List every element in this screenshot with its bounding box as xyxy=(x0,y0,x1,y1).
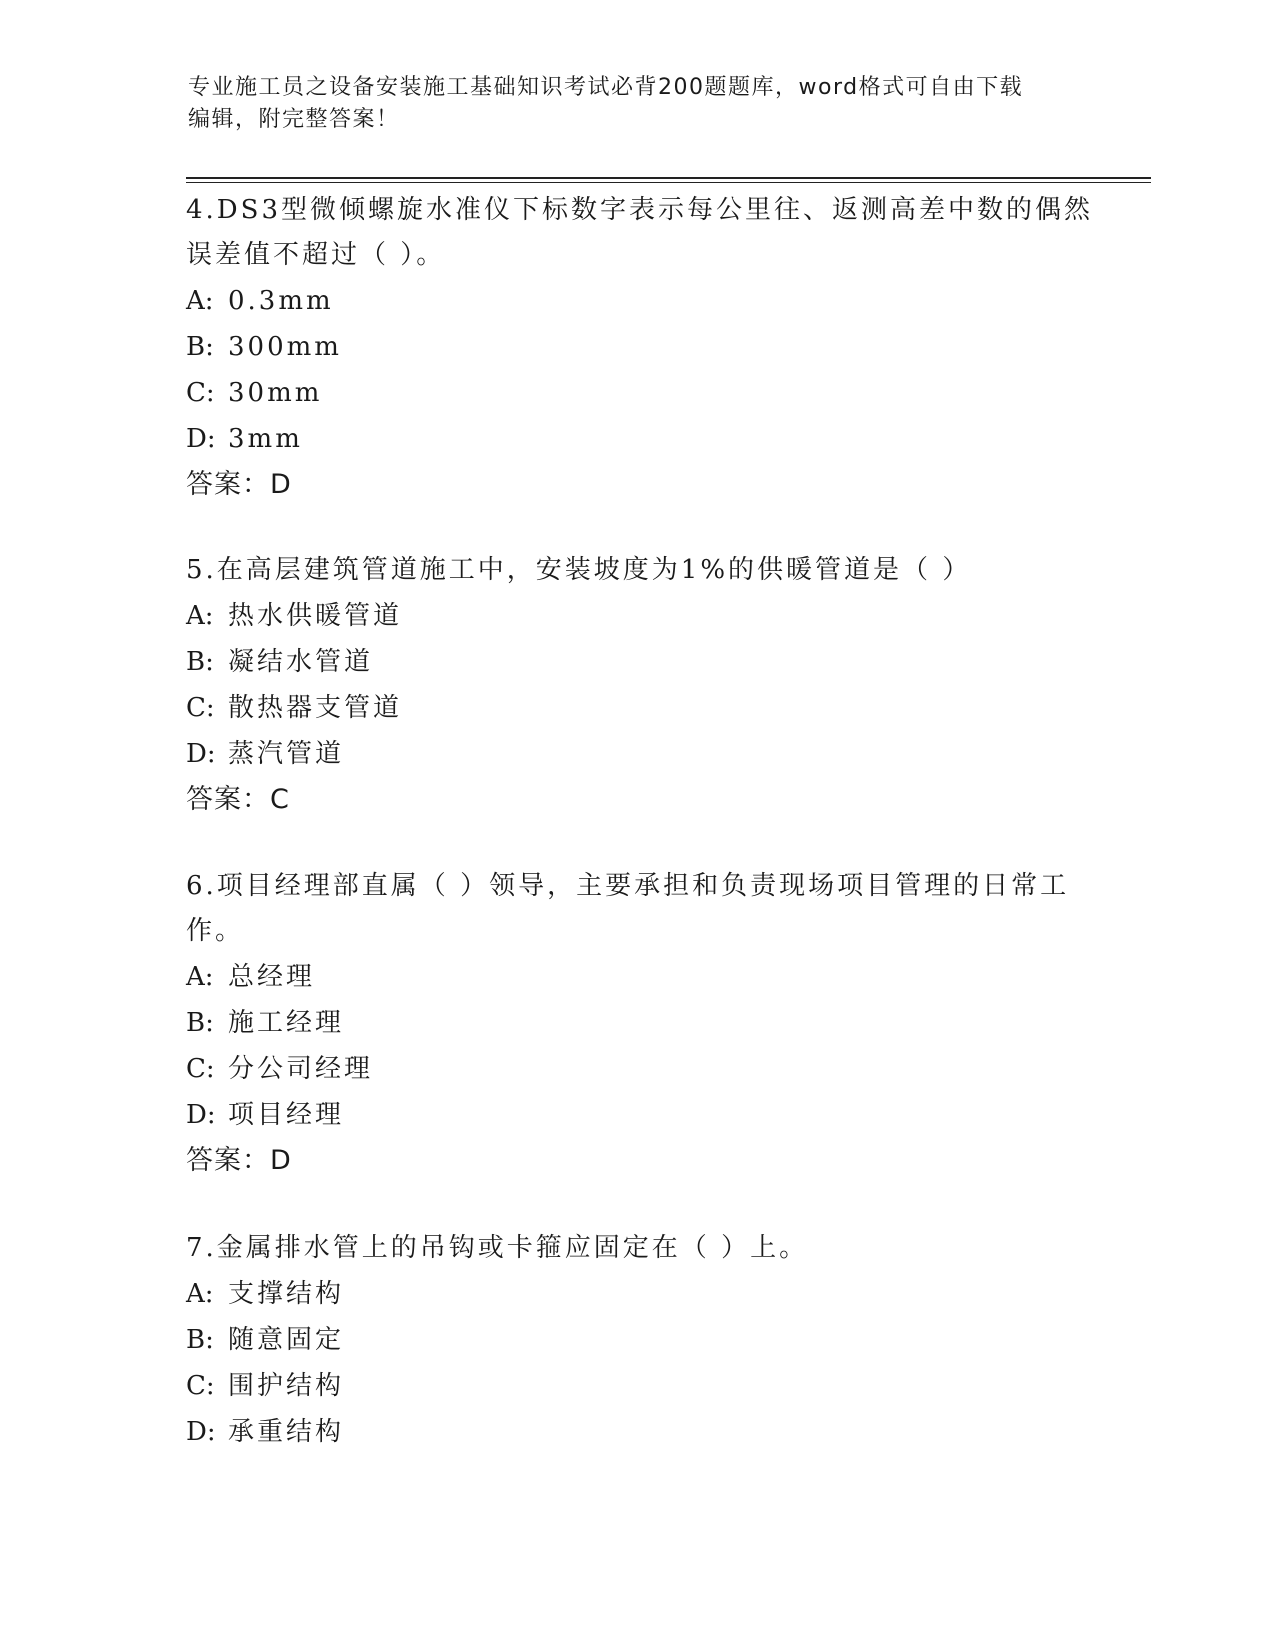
option-key: A: xyxy=(186,1279,214,1309)
option-text: 分公司经理 xyxy=(228,1054,374,1084)
question-text-continued: 误差值不超过（ ）。 xyxy=(186,240,446,270)
option-key: B: xyxy=(186,332,214,362)
option-d xyxy=(186,1092,1116,1138)
document-header xyxy=(188,72,1088,136)
option-key: D: xyxy=(186,1417,216,1447)
option-key: D: xyxy=(186,1100,216,1130)
question-text-continued: 作。 xyxy=(186,916,245,946)
question-block-6 xyxy=(186,864,1116,1184)
option-key: A: xyxy=(186,286,214,316)
option-text: 承重结构 xyxy=(228,1417,345,1447)
option-key: C: xyxy=(186,1371,215,1401)
header-line-2: 编辑，附完整答案！ xyxy=(188,107,400,132)
question-text: 6.项目经理部直属（ ）领导，主要承担和负责现场项目管理的日常工 xyxy=(186,871,1070,901)
option-key: B: xyxy=(186,1008,214,1038)
option-text: 围护结构 xyxy=(228,1371,345,1401)
option-text: 3mm xyxy=(228,424,303,454)
option-b xyxy=(186,1317,1116,1363)
option-b xyxy=(186,639,1116,685)
question-text: 7.金属排水管上的吊钩或卡箍应固定在（ ）上。 xyxy=(186,1233,809,1263)
option-a xyxy=(186,1271,1116,1317)
header-divider-thin xyxy=(186,182,1151,183)
option-c xyxy=(186,370,1116,416)
option-a xyxy=(186,954,1116,1000)
option-key: B: xyxy=(186,647,214,677)
option-a xyxy=(186,278,1116,324)
option-c xyxy=(186,1363,1116,1409)
option-a xyxy=(186,593,1116,639)
option-key: A: xyxy=(186,601,214,631)
option-d xyxy=(186,731,1116,777)
question-block-7 xyxy=(186,1226,1116,1455)
option-text: 随意固定 xyxy=(228,1325,345,1355)
answer-label: 答案：C xyxy=(186,784,290,815)
question-text: 4.DS3型微倾螺旋水准仪下标数字表示每公里往、返测高差中数的偶然 xyxy=(186,195,1094,225)
option-key: C: xyxy=(186,378,215,408)
question-block-5 xyxy=(186,548,1116,823)
option-text: 项目经理 xyxy=(228,1100,345,1130)
option-key: D: xyxy=(186,739,216,769)
header-line-1: 专业施工员之设备安装施工基础知识考试必背200题题库，word格式可自由下载 xyxy=(188,75,1024,100)
option-text: 施工经理 xyxy=(228,1008,345,1038)
option-c xyxy=(186,685,1116,731)
option-key: A: xyxy=(186,962,214,992)
option-text: 0.3mm xyxy=(228,286,334,316)
option-text: 蒸汽管道 xyxy=(228,739,345,769)
option-text: 热水供暖管道 xyxy=(228,601,403,631)
option-b xyxy=(186,324,1116,370)
option-text: 300mm xyxy=(228,332,342,362)
option-d xyxy=(186,1409,1116,1455)
option-text: 凝结水管道 xyxy=(228,647,374,677)
question-block-4 xyxy=(186,188,1116,508)
option-key: C: xyxy=(186,693,215,723)
option-text: 支撑结构 xyxy=(228,1279,345,1309)
option-text: 总经理 xyxy=(228,962,316,992)
option-key: C: xyxy=(186,1054,215,1084)
option-text: 30mm xyxy=(228,378,323,408)
header-divider-thick xyxy=(186,177,1151,179)
option-key: B: xyxy=(186,1325,214,1355)
option-d xyxy=(186,416,1116,462)
option-c xyxy=(186,1046,1116,1092)
option-b xyxy=(186,1000,1116,1046)
answer-label: 答案：D xyxy=(186,469,292,500)
answer-label: 答案：D xyxy=(186,1145,292,1176)
question-text: 5.在高层建筑管道施工中，安装坡度为1%的供暖管道是（ ） xyxy=(186,555,972,585)
option-text: 散热器支管道 xyxy=(228,693,403,723)
option-key: D: xyxy=(186,424,216,454)
